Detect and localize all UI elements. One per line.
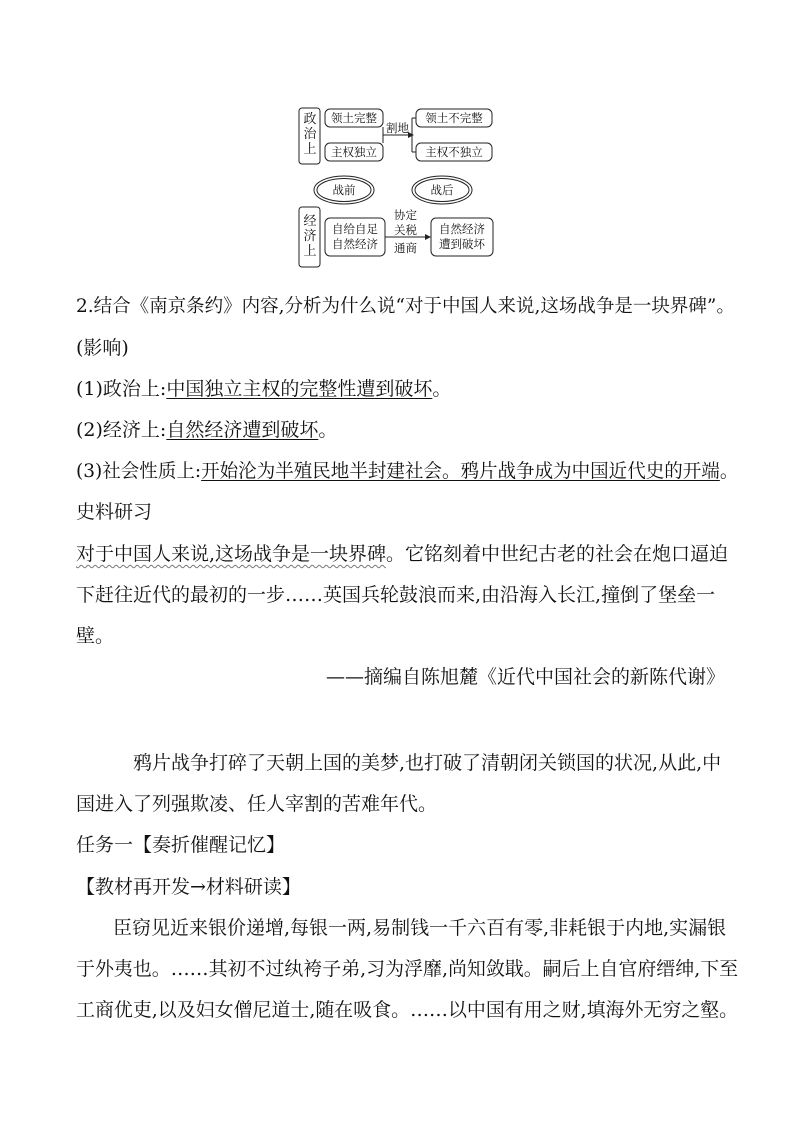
- politics-label: 政 治 上: [303, 112, 317, 157]
- question-text: 2.结合《南京条约》内容,分析为什么说“对于中国人来说,这场战争是一块界碑”。: [76, 296, 735, 317]
- point-society-suffix: 。: [719, 460, 739, 482]
- quote-line2: 下赶往近代的最初的一步……英国兵轮鼓浪而来,由沿海入长江,撞倒了堡垒一: [76, 584, 716, 606]
- memorial-line3: 工商优吏,以及妇女僧尼道士,随在吸食。……以中国有用之财,填海外无穷之壑。: [76, 999, 739, 1021]
- cede-land-label: 割地: [386, 121, 409, 135]
- sovereignty-not-independent-box: 主权不独立: [425, 145, 483, 159]
- point-society-prefix: (3)社会性质上:: [76, 460, 202, 482]
- point-society-answer: 开始沦为半殖民地半封建社会。鸦片战争成为中国近代史的开端: [201, 460, 720, 482]
- economy-label: 经 济 上: [303, 214, 317, 259]
- trade-label: 通商: [394, 241, 417, 255]
- memorial-line2: 于外夷也。……其初不过纨袴子弟,习为浮靡,尚知敛戢。嗣后上自官府缙绅,下至: [76, 958, 739, 980]
- point-economy-answer: 自然经济遭到破坏: [166, 419, 319, 441]
- point-economy: [76, 418, 337, 442]
- quote-line3: 壁。: [76, 625, 115, 647]
- point-economy-suffix: 。: [318, 419, 338, 441]
- quote-source: ——摘编自陈旭麓《近代中国社会的新陈代谢》: [326, 666, 726, 688]
- point-politics: [76, 377, 451, 401]
- summary-line2: 国进入了列强欺凌、任人宰割的苦难年代。: [76, 793, 438, 815]
- point-economy-prefix: (2)经济上:: [76, 419, 167, 441]
- war-impact-diagram: [296, 104, 500, 269]
- memorial-line1: 臣窃见近来银价递增,每银一两,易制钱一千六百有零,非耗银于内地,实漏银: [113, 917, 727, 939]
- point-politics-answer: 中国独立主权的完整性遭到破坏: [166, 378, 433, 400]
- quote-line1-rest: 。它铭刻着中世纪古老的社会在炮口逼迫: [386, 543, 729, 565]
- textbook-heading: 【教材再开发→材料研读】: [76, 876, 301, 898]
- territory-incomplete-box: 领土不完整: [425, 111, 483, 125]
- self-sufficient-box-line2: 自然经济: [332, 237, 378, 251]
- point-politics-prefix: (1)政治上:: [76, 378, 167, 400]
- point-society: [76, 459, 738, 483]
- economy-destroyed-box-line1: 自然经济: [439, 222, 485, 236]
- agreed-tariff-line2: 关税: [394, 223, 417, 237]
- before-war-ellipse: 战前: [332, 183, 356, 197]
- summary-line1: 鸦片战争打碎了天朝上国的美梦,也打破了清朝闭关锁国的状况,从此,中: [133, 752, 722, 774]
- task-heading: 任务一【奏折催醒记忆】: [76, 834, 286, 856]
- territory-complete-box: 领土完整: [331, 111, 377, 125]
- economy-destroyed-box-line2: 遭到破坏: [439, 237, 485, 251]
- after-war-ellipse: 战后: [430, 183, 454, 197]
- influence-label: (影响): [76, 337, 129, 359]
- self-sufficient-box-line1: 自给自足: [332, 222, 378, 236]
- material-heading: 史料研习: [76, 501, 153, 523]
- quote-line1: [76, 542, 728, 566]
- agreed-tariff-line1: 协定: [394, 208, 417, 222]
- sovereignty-independent-box: 主权独立: [331, 145, 377, 159]
- quote-emphasis: 对于中国人来说,这场战争是一块界碑: [76, 543, 387, 565]
- point-politics-suffix: 。: [432, 378, 452, 400]
